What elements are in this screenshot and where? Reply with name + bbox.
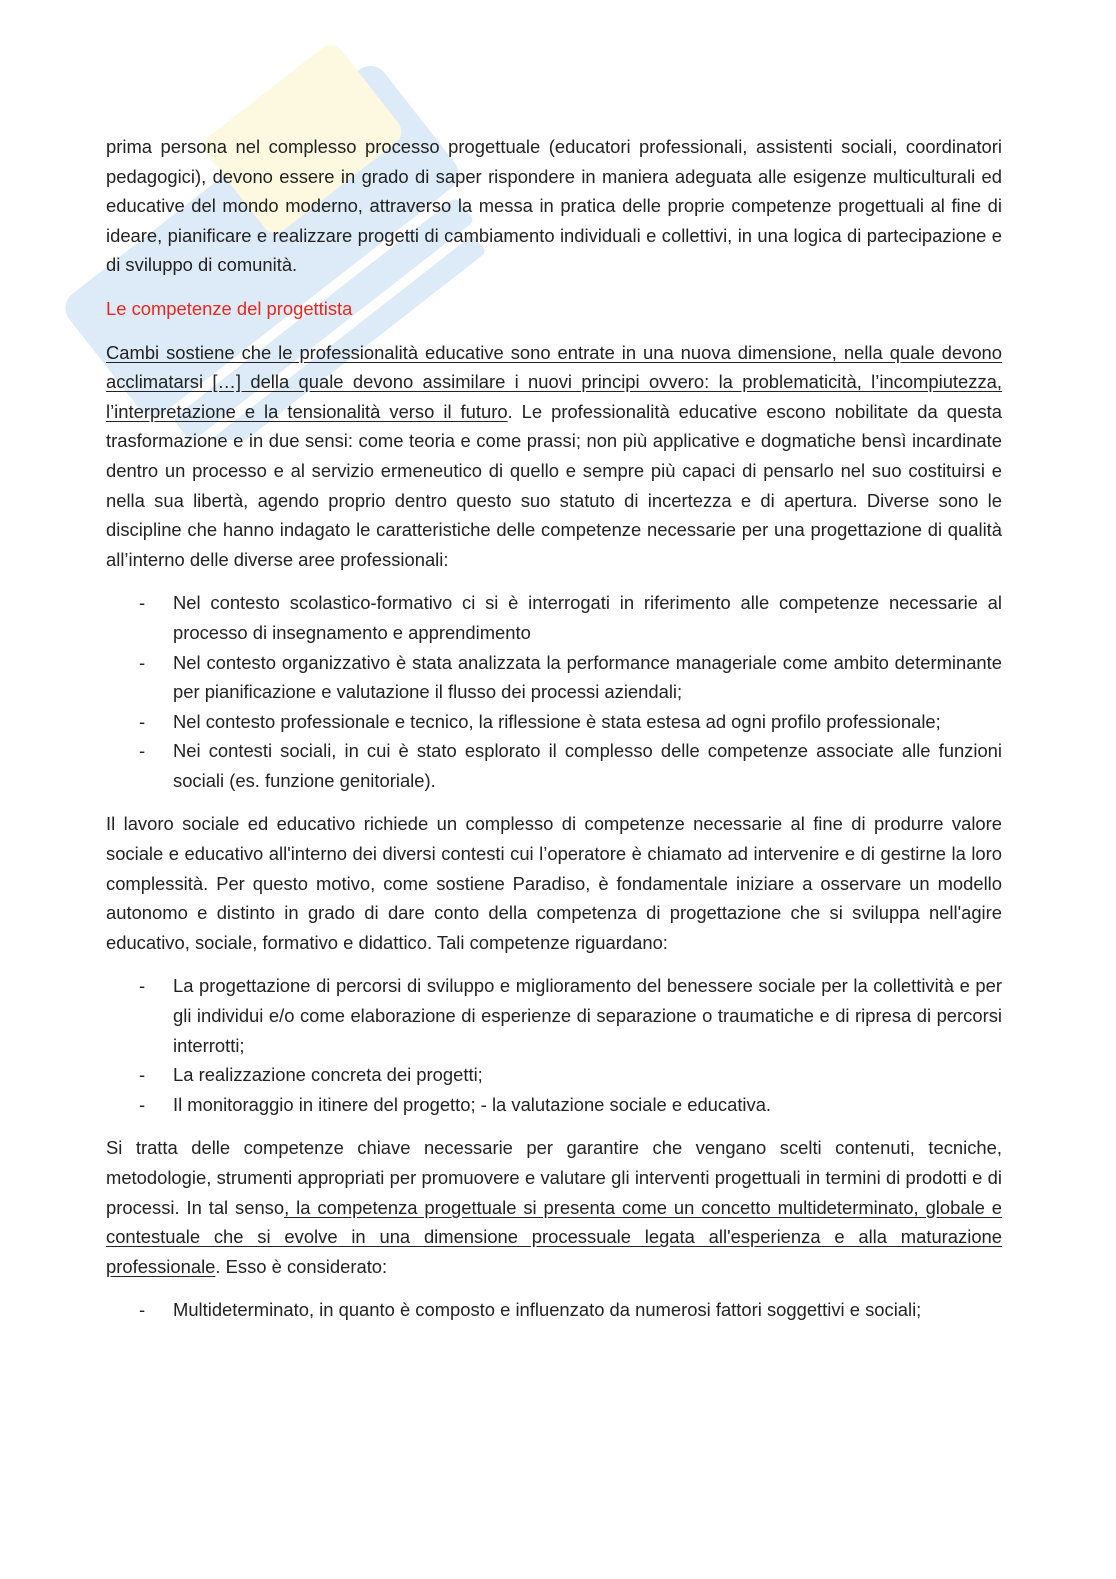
dash-bullet: - [139, 592, 146, 614]
cambi-paragraph [106, 338, 1002, 575]
dash-bullet: - [139, 740, 146, 762]
list-item-text: La progettazione di percorsi di sviluppo e miglioramento del benessere sociale per la collettività e per gli individui e/o come elaborazione di esperienze di separazione o traumatiche e di ripresa di percorsi interrotti; [173, 975, 1002, 1056]
list-item [106, 588, 1002, 647]
list-item [106, 648, 1002, 707]
list-item [106, 1060, 1002, 1090]
list-item-text: Nei contesti sociali, in cui è stato esplorato il complesso delle competenze associate alle funzioni sociali (es. funzione genitoriale). [173, 740, 1002, 791]
dash-bullet: - [139, 975, 146, 997]
list-item [106, 707, 1002, 737]
contexts-list [106, 588, 1002, 795]
list-item-text: Nel contesto professionale e tecnico, la riflessione è stata estesa ad ogni profilo professionale; [173, 710, 941, 732]
dash-bullet: - [139, 1299, 146, 1321]
chiave-paragraph-start: Si tratta delle competenze chiave necessarie per garantire che vengano scelti contenuti, tecniche, metodologie, strumenti appropriati per promuovere e valutare gli interventi progettuali in termini di prodotti e di processi. In tal senso [106, 1137, 1002, 1218]
chiave-paragraph-end: . Esso è considerato: [215, 1255, 388, 1277]
list-item [106, 736, 1002, 795]
cambi-quote-underlined: Cambi sostiene che le professionalità educative sono entrate in una nuova dimensione, nella quale devono acclimatarsi […] della quale devono assimilare i nuovi principi ovvero: la problematicità, l’incompiutezza, l’interpretazione e la tensionalità verso il futuro [106, 341, 1002, 422]
lavoro-paragraph: Il lavoro sociale ed educativo richiede un complesso di competenze necessarie al fine di produrre valore sociale e educativo all'interno dei diversi contesti cui l’operatore è chiamato ad intervenire e di gestirne la loro complessità. Per questo motivo, come sostiene Paradiso, è fondamentale iniziare a osservare un modello autonomo e distinto in grado di dare conto della competenza di progettazione che si sviluppa nell'agire educativo, sociale, formativo e didattico. Tali competenze riguardano: [106, 813, 1002, 953]
final-list [106, 1295, 1002, 1325]
dash-bullet: - [139, 1093, 146, 1115]
list-item-text: Multideterminato, in quanto è composto e influenzato da numerosi fattori soggettivi e sociali; [173, 1299, 922, 1321]
list-item [106, 1090, 1002, 1120]
dash-bullet: - [139, 710, 146, 732]
list-item [106, 971, 1002, 1060]
chiave-paragraph [106, 1133, 1002, 1281]
list-item-text: Nel contesto organizzativo è stata analizzata la performance manageriale come ambito determinante per pianificazione e valutazione il flusso dei processi aziendali; [173, 651, 1002, 703]
competenze-list [106, 971, 1002, 1119]
cambi-paragraph-rest: . Le professionalità educative escono nobilitate da questa trasformazione e in due sensi: come teoria e come prassi; non più applicative e dogmatiche bensì incardinate dentro un processo e al servizio ermeneutico di quello e sempre più capaci di pensarlo nel suo costituirsi e nella sua libertà, agendo proprio dentro questo suo statuto di incertezza e di apertura. Diverse sono le discipline che hanno indagato le caratteristiche delle competenze necessarie per una progettazione di qualità all’interno delle diverse aree professionali: [106, 400, 1002, 570]
list-item-text: Il monitoraggio in itinere del progetto; - la valutazione sociale e educativa. [173, 1093, 772, 1115]
dash-bullet: - [139, 1064, 146, 1086]
list-item-text: La realizzazione concreta dei progetti; [173, 1064, 483, 1086]
intro-paragraph: prima persona nel complesso processo progettuale (educatori professionali, assistenti sociali, coordinatori pedagogici), devono essere in grado di saper rispondere in maniera adeguata alle esigenze multiculturali ed educative del mondo moderno, attraverso la messa in pratica delle proprie competenze progettuali al fine di ideare, pianificare e realizzare progetti di cambiamento individuali e collettivi, in una logica di partecipazione e di sviluppo di comunità. [106, 136, 1002, 276]
list-item [106, 1295, 1002, 1325]
section-heading: Le competenze del progettista [106, 297, 353, 319]
list-item-text: Nel contesto scolastico-formativo ci si è interrogati in riferimento alle competenze necessarie al processo di insegnamento e apprendimento [173, 592, 1002, 643]
dash-bullet: - [139, 651, 146, 673]
document-page [106, 132, 1002, 1339]
chiave-definition-underlined: , la competenza progettuale si presenta come un concetto multideterminato, globale e contestuale che si evolve in una dimensione processuale legata all'esperienza e alla maturazione professionale [106, 1196, 1003, 1277]
